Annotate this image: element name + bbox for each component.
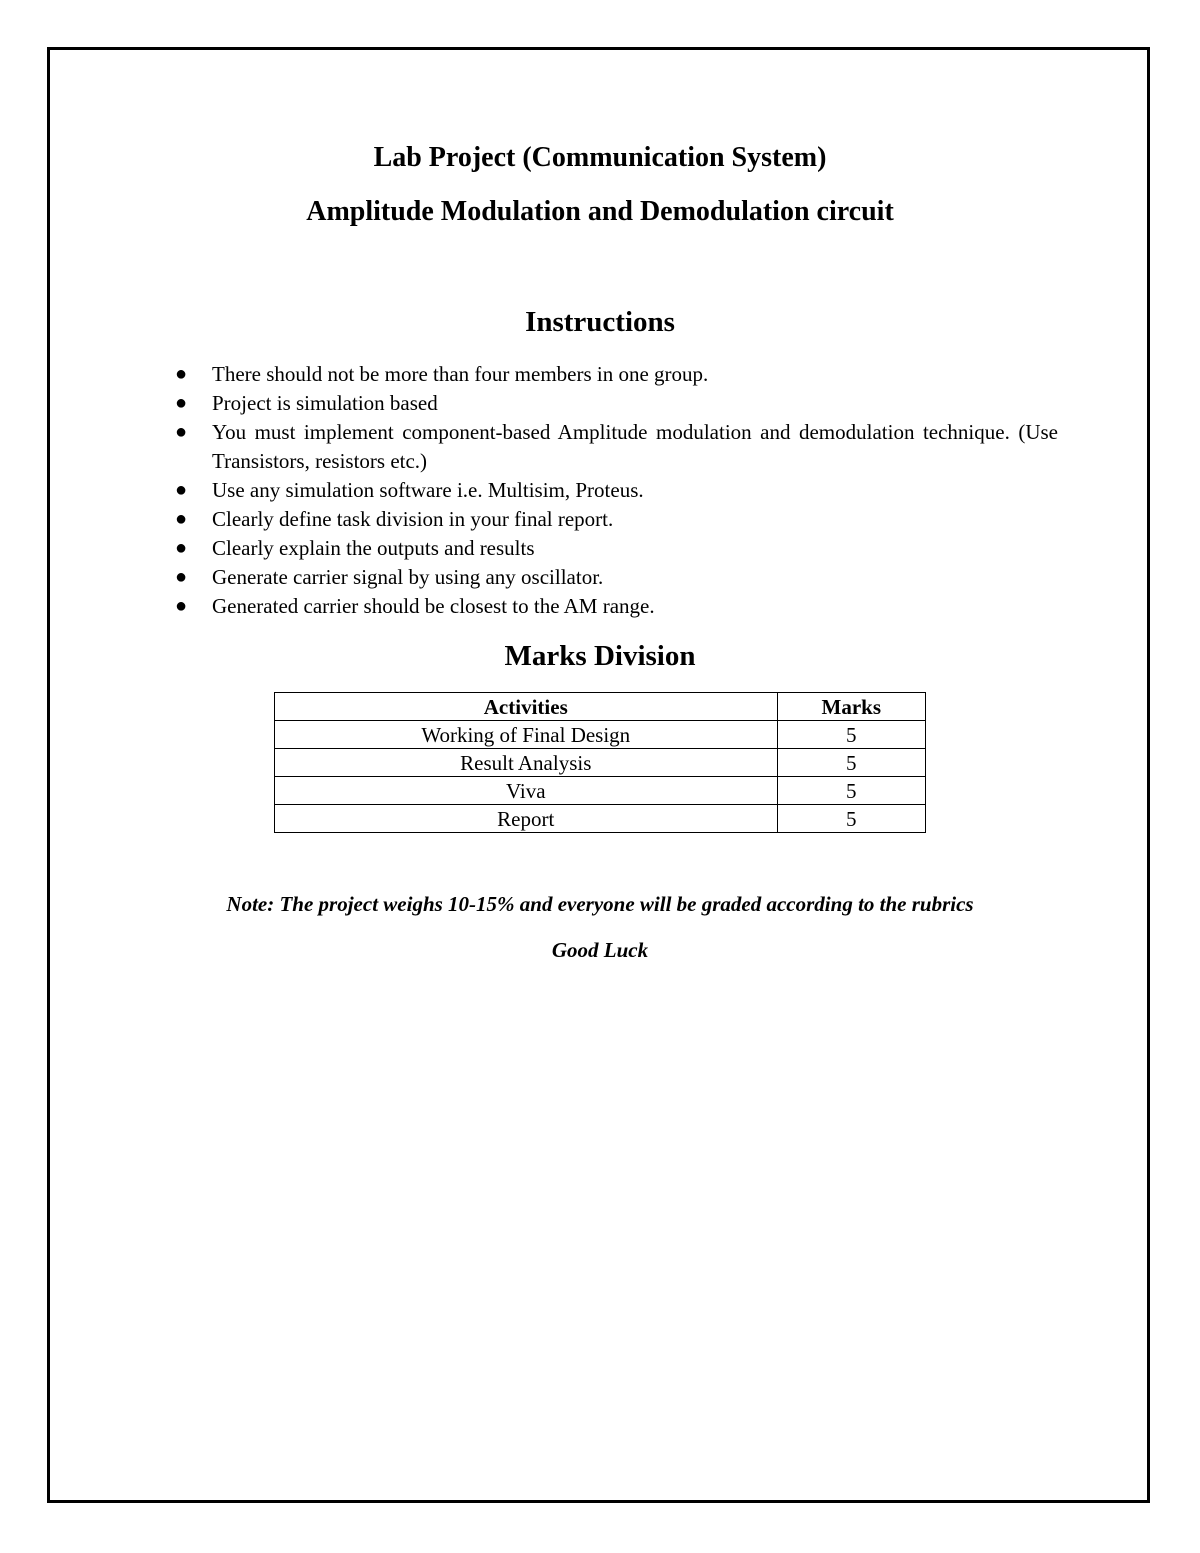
activity-cell: Working of Final Design xyxy=(275,721,778,749)
bullet-icon: ● xyxy=(175,508,188,530)
marks-table xyxy=(274,692,926,833)
column-header-activities: Activities xyxy=(275,693,778,721)
instructions-heading: Instructions xyxy=(525,306,675,338)
table-row xyxy=(275,721,926,749)
table-row xyxy=(275,805,926,833)
bullet-icon: ● xyxy=(175,566,188,588)
marks-cell: 5 xyxy=(777,777,925,805)
bullet-icon: ● xyxy=(175,421,188,443)
bullet-icon: ● xyxy=(175,595,188,617)
instructions-list xyxy=(172,360,1058,621)
instruction-item xyxy=(172,360,1058,389)
marks-cell: 5 xyxy=(777,721,925,749)
table-row xyxy=(275,777,926,805)
bullet-icon: ● xyxy=(175,537,188,559)
table-header-row xyxy=(275,693,926,721)
marks-division-heading: Marks Division xyxy=(504,640,696,672)
instruction-item xyxy=(172,534,1058,563)
instruction-text: Clearly explain the outputs and results xyxy=(212,536,535,560)
instruction-item xyxy=(172,418,1058,476)
marks-cell: 5 xyxy=(777,749,925,777)
instruction-text: Use any simulation software i.e. Multisim, Proteus. xyxy=(212,478,644,502)
bullet-icon: ● xyxy=(175,363,188,385)
bullet-icon: ● xyxy=(175,392,188,414)
activity-cell: Viva xyxy=(275,777,778,805)
marks-cell: 5 xyxy=(777,805,925,833)
instruction-item xyxy=(172,505,1058,534)
instruction-item xyxy=(172,476,1058,505)
document-subtitle: Amplitude Modulation and Demodulation circuit xyxy=(306,196,894,227)
closing-text: Good Luck xyxy=(551,938,649,962)
instruction-text: There should not be more than four members in one group. xyxy=(212,362,709,386)
instruction-text: You must implement component-based Amplitude modulation and demodulation technique. (Use Transistors, resistors etc.) xyxy=(212,420,1058,473)
activity-cell: Result Analysis xyxy=(275,749,778,777)
instruction-item xyxy=(172,563,1058,592)
instruction-item xyxy=(172,592,1058,621)
activity-cell: Report xyxy=(275,805,778,833)
instruction-text: Generated carrier should be closest to the AM range. xyxy=(212,594,655,618)
instruction-text: Generate carrier signal by using any oscillator. xyxy=(212,565,604,589)
instruction-text: Clearly define task division in your final report. xyxy=(212,507,614,531)
bullet-icon: ● xyxy=(175,479,188,501)
document-title: Lab Project (Communication System) xyxy=(373,142,827,173)
instruction-text: Project is simulation based xyxy=(212,391,438,415)
instruction-item xyxy=(172,389,1058,418)
grading-note: Note: The project weighs 10-15% and everyone will be graded according to the rubrics xyxy=(226,892,974,916)
column-header-marks: Marks xyxy=(777,693,925,721)
table-row xyxy=(275,749,926,777)
